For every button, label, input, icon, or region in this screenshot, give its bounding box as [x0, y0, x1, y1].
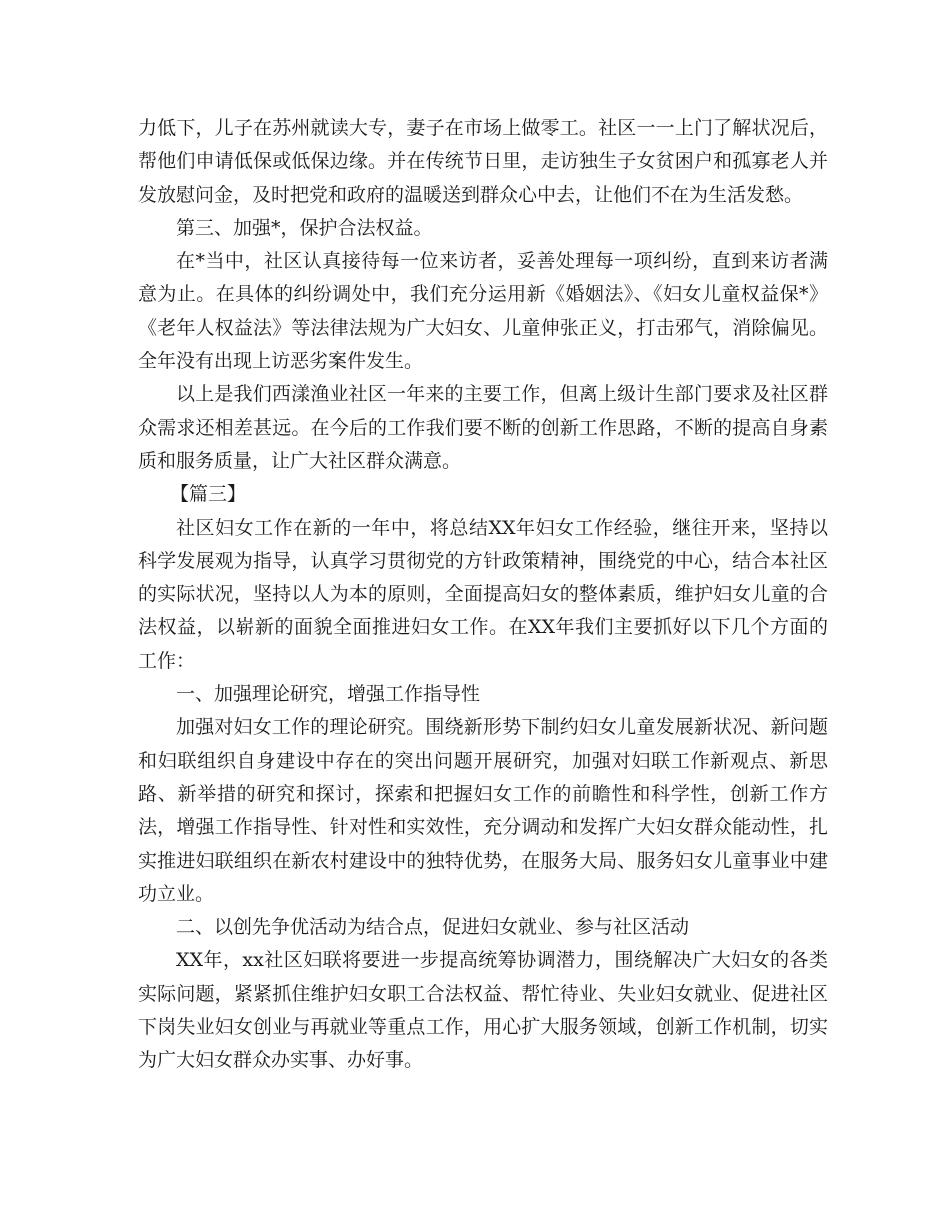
paragraph-4: 社区妇女工作在新的一年中，将总结XX年妇女工作经验，继往开来，坚持以科学发展观为指导，认真学习贯彻党的方针政策精神，围绕党的中心，结合本社区的实际状况，坚持以人为本的原则，全面提高妇女的整体素质，维护妇女儿童的合法权益，以崭新的面貌全面推进妇女工作。在XX年我们主要抓好以下几个方面的工作：: [138, 516, 828, 672]
subheading-one: 一、加强理论研究，增强工作指导性: [176, 683, 481, 706]
paragraph-2: 在*当中，社区认真接待每一位来访者，妥善处理每一项纠纷，直到来访者满意为止。在具体的纠纷调处中，我们充分运用新《婚姻法》、《妇女儿童权益保*》《老年人权益法》等法律法规为广大妇女、儿童伸张正义，打击邪气，消除偏见。全年没有出现上访恶劣案件发生。: [138, 250, 828, 373]
section-tag-part-three: 【篇三】: [170, 483, 247, 506]
paragraph-6: XX年，xx社区妇联将要进一步提高统筹协调潜力，围绕解决广大妇女的各类实际问题，紧紧抓住维护妇女职工合法权益、帮忙待业、失业妇女就业、促进社区下岗失业妇女创业与再就业等重点工作，用心扩大服务领域，创新工作机制，切实为广大妇女群众办实事、办好事。: [138, 949, 828, 1072]
paragraph-3: 以上是我们西漾渔业社区一年来的主要工作，但离上级计生部门要求及社区群众需求还相差甚远。在今后的工作我们要不断的创新工作思路，不断的提高自身素质和服务质量，让广大社区群众满意。: [138, 383, 828, 472]
subheading-two: 二、以创先争优活动为结合点，促进妇女就业、参与社区活动: [176, 916, 690, 939]
paragraph-5: 加强对妇女工作的理论研究。围绕新形势下制约妇女儿童发展新状况、新问题和妇联组织自身建设中存在的突出问题开展研究，加强对妇联工作新观点、新思路、新举措的研究和探讨，探索和把握妇女工作的前瞻性和科学性，创新工作方法，增强工作指导性、针对性和实效性，充分调动和发挥广大妇女群众能动性，扎实推进妇联组织在新农村建设中的独特优势，在服务大局、服务妇女儿童事业中建功立业。: [138, 716, 828, 905]
subheading-third-point: 第三、加强*，保护合法权益。: [176, 216, 433, 239]
document-page: [138, 112, 828, 1078]
paragraph-1: 力低下，儿子在苏州就读大专，妻子在市场上做零工。社区一一上门了解状况后，帮他们申请低保或低保边缘。并在传统节日里，走访独生子女贫困户和孤寡老人并发放慰问金，及时把党和政府的温暖送到群众心中去，让他们不在为生活发愁。: [138, 117, 828, 206]
